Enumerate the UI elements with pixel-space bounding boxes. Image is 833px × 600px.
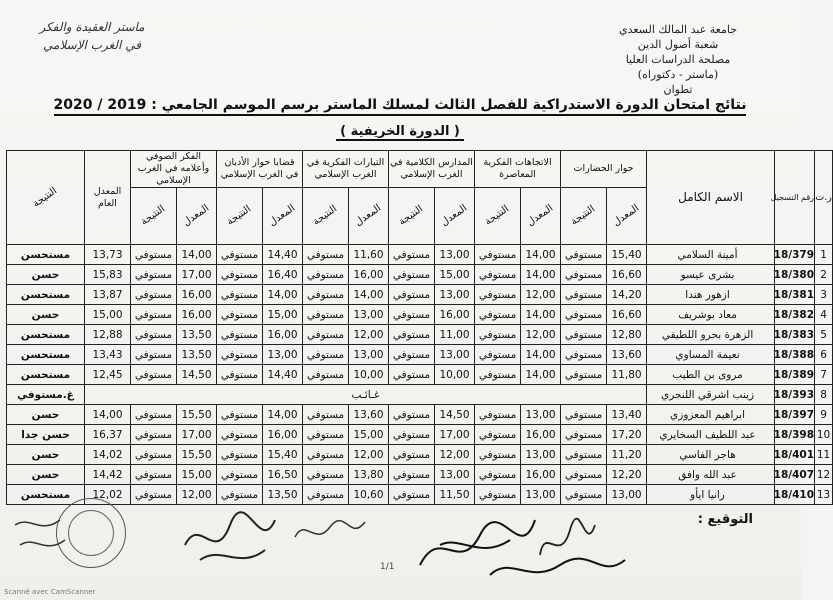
table-row <box>7 485 833 505</box>
row-number: 10 <box>815 425 833 445</box>
student-name: رانيا ايأو <box>647 485 775 505</box>
module-result: مستوفي <box>389 445 435 465</box>
module-header-3: المدارس الكلامية في الغرب الإسلامي <box>389 151 475 188</box>
module-result: مستوفي <box>389 465 435 485</box>
overall-result: مستحسن <box>7 285 85 305</box>
module-grade: 16,00 <box>263 425 303 445</box>
module-grade: 13,00 <box>435 465 475 485</box>
student-name: زينب اشرقي اللنجري <box>647 385 775 405</box>
module-result: مستوفي <box>131 405 177 425</box>
module-result: مستوفي <box>131 305 177 325</box>
module-result: مستوفي <box>561 365 607 385</box>
module-result: مستوفي <box>217 325 263 345</box>
module-6-result-header: النتيجة <box>131 188 177 245</box>
row-number: 12 <box>815 465 833 485</box>
master-header <box>32 18 152 54</box>
overall-average: 12,45 <box>85 365 131 385</box>
overall-average: 15,83 <box>85 265 131 285</box>
module-grade: 16,40 <box>263 265 303 285</box>
overall-result: حسن <box>7 445 85 465</box>
module-grade: 16,00 <box>435 305 475 325</box>
module-grade: 14,00 <box>521 245 561 265</box>
module-grade: 15,40 <box>263 445 303 465</box>
module-result: مستوفي <box>303 445 349 465</box>
module-grade: 11,00 <box>435 325 475 345</box>
subtitle-text: ( الدورة الخريفية ) <box>336 124 464 141</box>
module-grade: 14,00 <box>263 405 303 425</box>
row-number: 3 <box>815 285 833 305</box>
registration-number: 18/388 <box>775 345 815 365</box>
module-grade: 15,00 <box>177 465 217 485</box>
module-result: مستوفي <box>217 425 263 445</box>
module-result: مستوفي <box>561 345 607 365</box>
module-3-avg-header: المعدل <box>435 188 475 245</box>
module-grade: 12,20 <box>607 465 647 485</box>
module-grade: 17,00 <box>177 265 217 285</box>
module-grade: 16,50 <box>263 465 303 485</box>
module-5-avg-header: المعدل <box>263 188 303 245</box>
module-grade: 13,00 <box>435 345 475 365</box>
module-grade: 13,00 <box>263 345 303 365</box>
module-grade: 12,00 <box>521 285 561 305</box>
module-grade: 16,00 <box>263 325 303 345</box>
registration-number: 18/380 <box>775 265 815 285</box>
module-result: مستوفي <box>475 405 521 425</box>
module-result: مستوفي <box>131 325 177 345</box>
module-result: مستوفي <box>389 345 435 365</box>
student-name: نعيمة المساوي <box>647 345 775 365</box>
row-number: 9 <box>815 405 833 425</box>
module-result: مستوفي <box>303 425 349 445</box>
master-name-line2: في الغرب الإسلامي <box>43 38 141 52</box>
module-result: مستوفي <box>389 325 435 345</box>
module-result: مستوفي <box>303 285 349 305</box>
table-row <box>7 325 833 345</box>
module-result: مستوفي <box>303 325 349 345</box>
overall-result-header: النتيجة <box>7 151 85 245</box>
col-num-header: ر.ت <box>815 151 833 245</box>
module-grade: 16,60 <box>607 305 647 325</box>
module-grade: 16,00 <box>177 285 217 305</box>
module-grade: 14,00 <box>521 365 561 385</box>
module-grade: 12,00 <box>177 485 217 505</box>
overall-average: 14,02 <box>85 445 131 465</box>
module-grade: 14,20 <box>607 285 647 305</box>
registration-number: 18/410 <box>775 485 815 505</box>
module-result: مستوفي <box>131 285 177 305</box>
module-result: مستوفي <box>561 485 607 505</box>
module-result: مستوفي <box>217 485 263 505</box>
module-grade: 14,00 <box>349 285 389 305</box>
module-grade: 13,00 <box>349 305 389 325</box>
student-name: ازهور هندا <box>647 285 775 305</box>
module-grade: 13,00 <box>521 485 561 505</box>
module-result: مستوفي <box>303 405 349 425</box>
module-result: مستوفي <box>561 245 607 265</box>
module-grade: 13,00 <box>435 245 475 265</box>
module-result: مستوفي <box>475 285 521 305</box>
student-name: ابراهيم المعزوزي <box>647 405 775 425</box>
student-name: بشرى عيسو <box>647 265 775 285</box>
module-grade: 14,40 <box>263 245 303 265</box>
module-result: مستوفي <box>389 305 435 325</box>
registration-number: 18/401 <box>775 445 815 465</box>
module-grade: 16,00 <box>521 425 561 445</box>
module-result: مستوفي <box>131 245 177 265</box>
module-result: مستوفي <box>475 485 521 505</box>
module-grade: 14,50 <box>177 365 217 385</box>
city-name: تطوان <box>663 83 693 96</box>
module-result: مستوفي <box>131 345 177 365</box>
module-result: مستوفي <box>131 445 177 465</box>
overall-average: 16,37 <box>85 425 131 445</box>
module-grade: 13,40 <box>607 405 647 425</box>
module-4-avg-header: المعدل <box>349 188 389 245</box>
signature-label: التوقيع : <box>697 512 753 527</box>
module-grade: 15,50 <box>177 445 217 465</box>
module-grade: 10,60 <box>349 485 389 505</box>
module-grade: 17,00 <box>177 425 217 445</box>
col-name-header: الاسم الكامل <box>647 151 775 245</box>
module-result: مستوفي <box>217 285 263 305</box>
module-grade: 11,50 <box>435 485 475 505</box>
module-result: مستوفي <box>561 305 607 325</box>
module-1-result-header: النتيجة <box>561 188 607 245</box>
module-grade: 10,00 <box>349 365 389 385</box>
module-grade: 14,00 <box>521 345 561 365</box>
module-grade: 13,60 <box>349 405 389 425</box>
module-result: مستوفي <box>561 405 607 425</box>
overall-result: حسن جدا <box>7 425 85 445</box>
student-name: معاد بوشريف <box>647 305 775 325</box>
module-header-2: الاتجاهات الفكرية المعاصرة <box>475 151 561 188</box>
module-result: مستوفي <box>217 445 263 465</box>
module-grade: 12,80 <box>607 325 647 345</box>
signature-2 <box>180 505 280 575</box>
overall-average: 15,00 <box>85 305 131 325</box>
module-result: مستوفي <box>475 445 521 465</box>
module-grade: 15,50 <box>177 405 217 425</box>
registration-number: 18/383 <box>775 325 815 345</box>
module-result: مستوفي <box>217 345 263 365</box>
module-grade: 11,60 <box>349 245 389 265</box>
registration-number: 18/382 <box>775 305 815 325</box>
student-name: الزهرة بحرو اللطيفي <box>647 325 775 345</box>
table-row <box>7 345 833 365</box>
overall-result: مستحسن <box>7 245 85 265</box>
module-result: مستوفي <box>389 365 435 385</box>
overall-result: حسن <box>7 305 85 325</box>
module-grade: 13,00 <box>607 485 647 505</box>
registration-number: 18/389 <box>775 365 815 385</box>
module-grade: 13,80 <box>349 465 389 485</box>
scanner-footer: Scanné avec CamScanner <box>4 588 96 596</box>
overall-result: غ.مستوفي <box>7 385 85 405</box>
module-result: مستوفي <box>561 425 607 445</box>
module-result: مستوفي <box>131 265 177 285</box>
module-grade: 13,60 <box>607 345 647 365</box>
module-grade: 13,00 <box>521 445 561 465</box>
table-row <box>7 385 833 405</box>
module-grade: 13,00 <box>349 345 389 365</box>
overall-average: 14,00 <box>85 405 131 425</box>
module-result: مستوفي <box>217 365 263 385</box>
overall-average: 13,43 <box>85 345 131 365</box>
title-text: نتائج امتحان الدورة الاستدراكية للفصل الثالث لمسلك الماستر برسم الموسم الجامعي : 2019 / 2020 <box>54 97 747 116</box>
module-result: مستوفي <box>475 425 521 445</box>
module-4-result-header: النتيجة <box>303 188 349 245</box>
module-grade: 14,00 <box>521 265 561 285</box>
overall-result: حسن <box>7 465 85 485</box>
module-grade: 17,00 <box>435 425 475 445</box>
row-number: 11 <box>815 445 833 465</box>
module-grade: 14,50 <box>435 405 475 425</box>
module-result: مستوفي <box>217 245 263 265</box>
registration-number: 18/407 <box>775 465 815 485</box>
module-grade: 13,50 <box>177 325 217 345</box>
university-header <box>583 22 773 97</box>
overall-average: 14,42 <box>85 465 131 485</box>
student-name: أمينة السلامي <box>647 245 775 265</box>
module-result: مستوفي <box>561 285 607 305</box>
module-header-1: حوار الحضارات <box>561 151 647 188</box>
module-result: مستوفي <box>303 265 349 285</box>
module-result: مستوفي <box>561 465 607 485</box>
row-number: 5 <box>815 325 833 345</box>
module-result: مستوفي <box>389 245 435 265</box>
table-row <box>7 445 833 465</box>
module-result: مستوفي <box>561 265 607 285</box>
registration-number: 18/397 <box>775 405 815 425</box>
module-1-avg-header: المعدل <box>607 188 647 245</box>
overall-avg-header: المعدل العام <box>85 151 131 245</box>
module-grade: 15,00 <box>435 265 475 285</box>
table-row <box>7 285 833 305</box>
module-grade: 17,20 <box>607 425 647 445</box>
table-row <box>7 365 833 385</box>
row-number: 1 <box>815 245 833 265</box>
overall-result: مستحسن <box>7 345 85 365</box>
table-row <box>7 265 833 285</box>
module-header-6: الفكر الصوفي وأعلامه في الغرب الإسلامي <box>131 151 217 188</box>
module-result: مستوفي <box>131 425 177 445</box>
row-number: 2 <box>815 265 833 285</box>
module-result: مستوفي <box>217 465 263 485</box>
overall-result: مستحسن <box>7 365 85 385</box>
module-result: مستوفي <box>131 485 177 505</box>
module-result: مستوفي <box>303 345 349 365</box>
module-grade: 12,00 <box>521 325 561 345</box>
page-number: 1/1 <box>380 562 395 572</box>
department-name: شعبة أصول الدين <box>637 38 719 51</box>
module-result: مستوفي <box>303 245 349 265</box>
module-result: مستوفي <box>389 265 435 285</box>
module-grade: 15,00 <box>349 425 389 445</box>
student-name: عبد الله وافق <box>647 465 775 485</box>
module-grade: 14,00 <box>263 285 303 305</box>
module-result: مستوفي <box>303 485 349 505</box>
module-result: مستوفي <box>131 465 177 485</box>
overall-result: حسن <box>7 405 85 425</box>
module-grade: 16,00 <box>349 265 389 285</box>
row-number: 4 <box>815 305 833 325</box>
module-result: مستوفي <box>217 405 263 425</box>
module-grade: 13,50 <box>177 345 217 365</box>
module-grade: 12,00 <box>435 445 475 465</box>
module-6-avg-header: المعدل <box>177 188 217 245</box>
module-grade: 15,40 <box>607 245 647 265</box>
student-name: عبد اللطيف السخايري <box>647 425 775 445</box>
table-row <box>7 245 833 265</box>
module-grade: 16,00 <box>177 305 217 325</box>
module-result: مستوفي <box>217 265 263 285</box>
module-result: مستوفي <box>475 465 521 485</box>
signature-3 <box>290 512 370 552</box>
overall-result: مستحسن <box>7 325 85 345</box>
module-2-result-header: النتيجة <box>475 188 521 245</box>
module-grade: 11,80 <box>607 365 647 385</box>
module-grade: 16,60 <box>607 265 647 285</box>
module-result: مستوفي <box>561 325 607 345</box>
module-header-5: قضايا حوار الأديان في الغرب الإسلامي <box>217 151 303 188</box>
module-grade: 14,00 <box>177 245 217 265</box>
module-result: مستوفي <box>475 345 521 365</box>
module-3-result-header: النتيجة <box>389 188 435 245</box>
registration-number: 18/381 <box>775 285 815 305</box>
overall-average: 13,73 <box>85 245 131 265</box>
row-number: 8 <box>815 385 833 405</box>
module-result: مستوفي <box>217 305 263 325</box>
signature-1 <box>10 505 70 565</box>
module-grade: 14,40 <box>263 365 303 385</box>
module-result: مستوفي <box>475 245 521 265</box>
table-row <box>7 305 833 325</box>
col-reg-header: رقم التسجيل <box>775 151 815 245</box>
module-result: مستوفي <box>561 445 607 465</box>
student-name: هاجر الفاسي <box>647 445 775 465</box>
row-number: 13 <box>815 485 833 505</box>
official-stamp-inner <box>68 510 114 556</box>
document-subtitle <box>250 124 550 139</box>
module-grade: 13,00 <box>435 285 475 305</box>
overall-average: 12,02 <box>85 485 131 505</box>
document-title <box>50 97 750 113</box>
registration-number: 18/379 <box>775 245 815 265</box>
module-result: مستوفي <box>303 365 349 385</box>
overall-result: مستحسن <box>7 485 85 505</box>
module-grade: 11,20 <box>607 445 647 465</box>
program-name: (ماستر - دكتوراه) <box>637 68 719 81</box>
overall-result: حسن <box>7 265 85 285</box>
row-number: 7 <box>815 365 833 385</box>
module-result: مستوفي <box>475 305 521 325</box>
row-number: 6 <box>815 345 833 365</box>
office-name: مصلحة الدراسات العليا <box>625 53 731 66</box>
module-grade: 15,00 <box>263 305 303 325</box>
overall-average: 12,88 <box>85 325 131 345</box>
module-result: مستوفي <box>475 365 521 385</box>
module-result: مستوفي <box>389 285 435 305</box>
module-header-4: التيارات الفكرية في الغرب الإسلامي <box>303 151 389 188</box>
module-grade: 13,00 <box>521 405 561 425</box>
module-result: مستوفي <box>475 325 521 345</box>
table-row <box>7 405 833 425</box>
module-result: مستوفي <box>303 305 349 325</box>
module-2-avg-header: المعدل <box>521 188 561 245</box>
module-result: مستوفي <box>389 425 435 445</box>
student-name: مروى بن الطيب <box>647 365 775 385</box>
master-name-line1: ماستر العقيدة والفكر <box>39 20 145 34</box>
module-result: مستوفي <box>131 365 177 385</box>
module-result: مستوفي <box>389 405 435 425</box>
module-result: مستوفي <box>389 485 435 505</box>
module-grade: 12,00 <box>349 325 389 345</box>
table-row <box>7 425 833 445</box>
absent-marker: غـائـب <box>85 385 647 405</box>
overall-average: 13,87 <box>85 285 131 305</box>
registration-number: 18/398 <box>775 425 815 445</box>
module-result: مستوفي <box>475 265 521 285</box>
module-grade: 12,00 <box>349 445 389 465</box>
module-grade: 10,00 <box>435 365 475 385</box>
module-5-result-header: النتيجة <box>217 188 263 245</box>
module-grade: 13,50 <box>263 485 303 505</box>
results-table <box>6 150 833 505</box>
signature-6 <box>480 550 630 590</box>
module-result: مستوفي <box>303 465 349 485</box>
university-name: جامعة عبد المالك السعدي <box>618 23 738 36</box>
registration-number: 18/393 <box>775 385 815 405</box>
table-row <box>7 465 833 485</box>
module-grade: 14,00 <box>521 305 561 325</box>
module-grade: 16,00 <box>521 465 561 485</box>
